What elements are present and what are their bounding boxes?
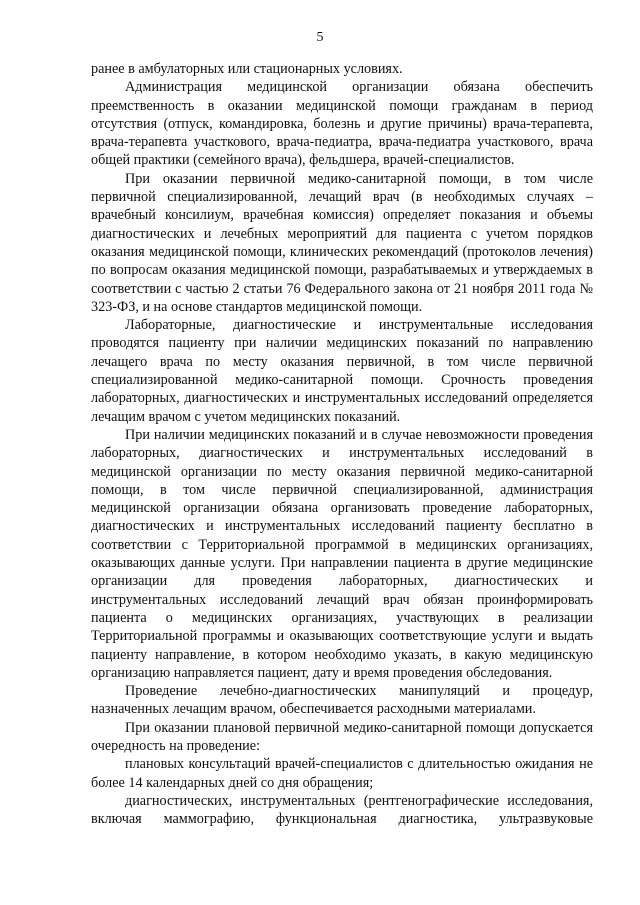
paragraph-2: Администрация медицинской организации обязана обеспечить преемственность в оказании медицинской помощи гражданам в период отсутствия (отпуск, командировка, болезнь и другие причины) врача-терапевта, врача-терапевта участкового, врача-педиатра, врача-педиатра участкового, врача общей практики (семейного врача), фельдшера, врачей-специалистов. bbox=[91, 79, 593, 169]
paragraph-5: При наличии медицинских показаний и в случае невозможности проведения лабораторных, диагностических и инструментальных исследований в медицинской организации по месту оказания первичной медико-санитарной помощи, в том числе первичной специализированной, администрация медицинской организации обязана организовать проведение лабораторных, диагностических и инструментальных исследований пациенту бесплатно в соответствии с Территориальной программой в медицинских организациях, оказывающих данные услуги. При направлении пациента в другие медицинские организации для проведения лабораторных, диагностических и инструментальных исследований лечащий врач обязан проинформировать пациента о медицинских организациях, участвующих в реализации Территориальной программы и оказывающих соответствующие услуги и выдать пациенту направление, в котором необходимо указать, в какую медицинскую организацию направляется пациент, дату и время проведения обследования. bbox=[91, 426, 593, 681]
paragraph-3: При оказании первичной медико-санитарной помощи, в том числе первичной специализированной, лечащий врач (в необходимых случаях – врачебный консилиум, врачебная комиссия) определяет показания и объемы диагностических и лечебных мероприятий для пациента с учетом порядков оказания медицинской помощи, клинических рекомендаций (протоколов лечения) по вопросам оказания медицинской помощи, разрабатываемых и утверждаемых в соответствии с частью 2 статьи 76 Федерального закона от 21 ноября 2011 года № 323-ФЗ, и на основе стандартов медицинской помощи. bbox=[91, 170, 593, 315]
document-body bbox=[91, 60, 593, 828]
paragraph-9: диагностических, инструментальных (рентгенографические исследования, включая маммографию, функциональная диагностика, ультразвуковые bbox=[91, 792, 593, 828]
paragraph-8: плановых консультаций врачей-специалистов с длительностью ожидания не более 14 календарных дней со дня обращения; bbox=[91, 756, 593, 791]
paragraph-7: При оказании плановой первичной медико-санитарной помощи допускается очередность на проведение: bbox=[91, 719, 593, 754]
page-number: 5 bbox=[316, 30, 324, 45]
paragraph-4: Лабораторные, диагностические и инструментальные исследования проводятся пациенту при наличии медицинских показаний по направлению лечащего врача по месту оказания первичной, в том числе первичной специализированной медико-санитарной помощи. Срочность проведения лабораторных, диагностических и инструментальных исследований определяется лечащим врачом с учетом медицинских показаний. bbox=[91, 317, 593, 425]
paragraph-6: Проведение лечебно-диагностических манипуляций и процедур, назначенных лечащим врачом, обеспечивается расходными материалами. bbox=[91, 683, 593, 718]
paragraph-1: ранее в амбулаторных или стационарных условиях. bbox=[91, 61, 403, 77]
